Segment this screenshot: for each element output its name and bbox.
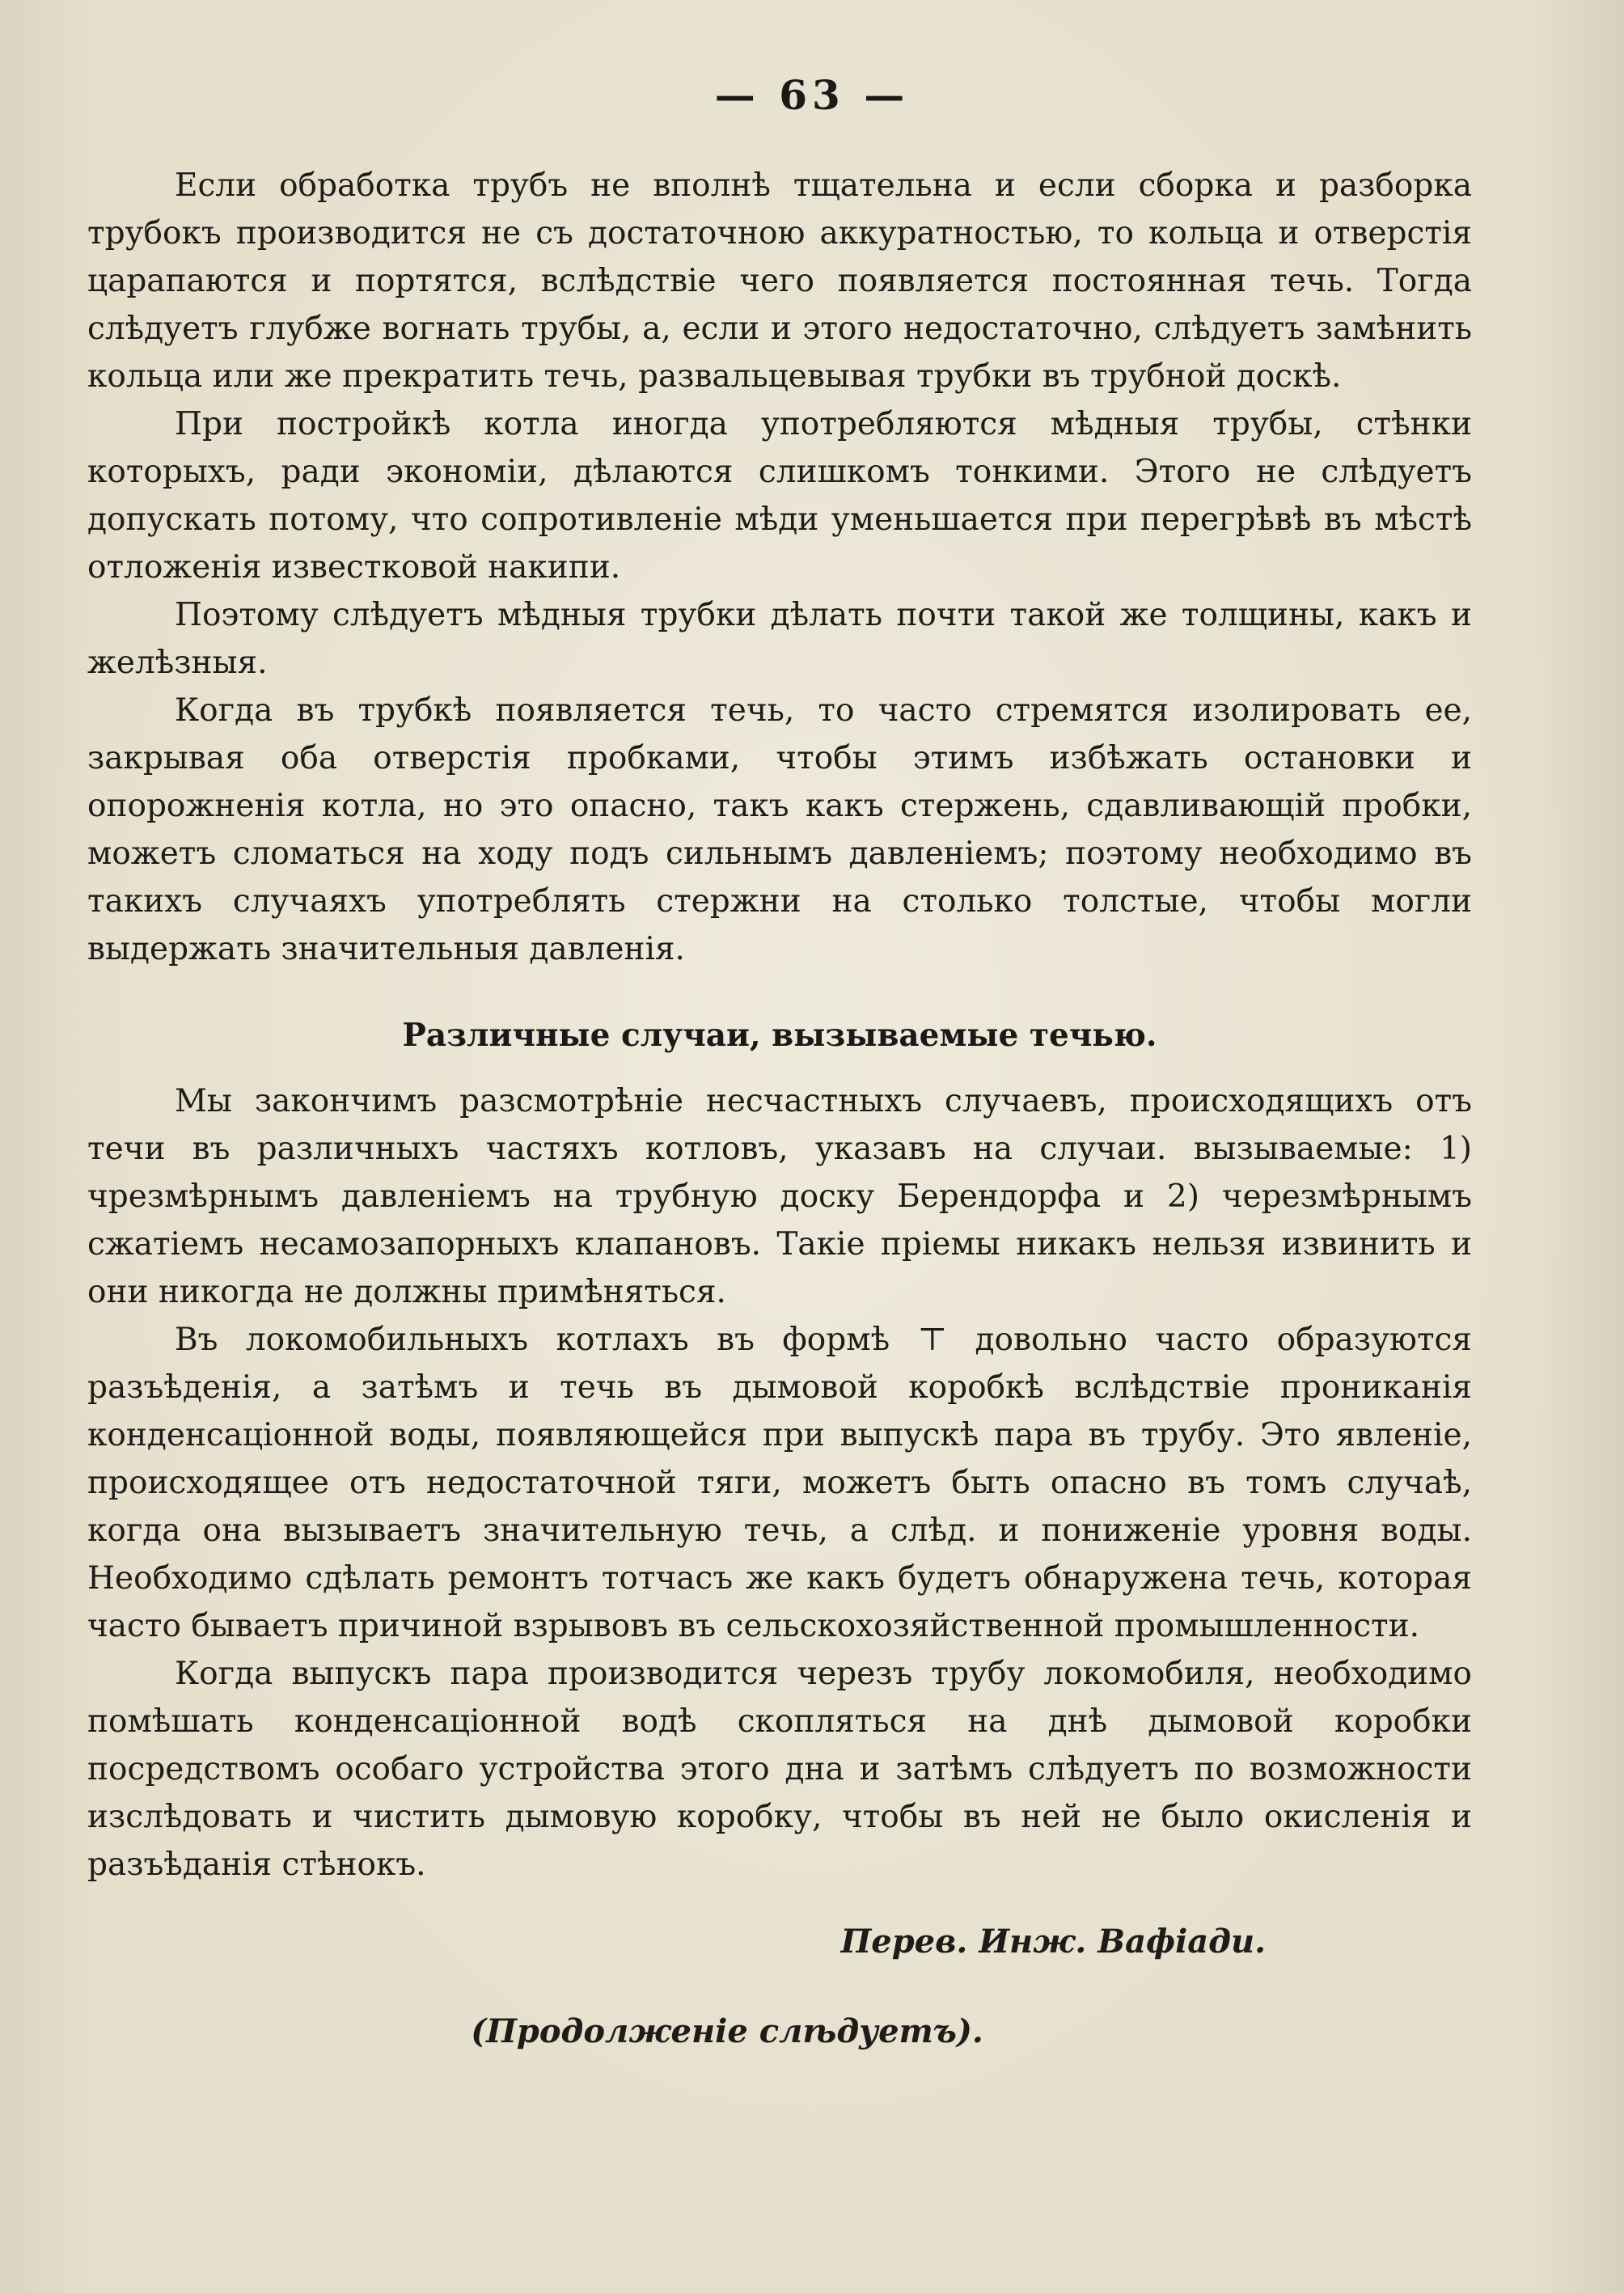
article-body — [87, 162, 1472, 2055]
paragraph-locomobile-boilers: Въ локомобильныхъ котлахъ въ формѣ ⊤ довольно часто образуются разъѣденія, а затѣмъ и течь въ дымовой коробкѣ вслѣдствіе прониканія конденсаціонной воды, появляющейся при выпускѣ пара въ трубу. Это явленіе, происходящее отъ недостаточной тяги, можетъ быть опасно въ томъ случаѣ, когда она вызываетъ значительную течь, а слѣд. и пониженіе уровня воды. Необходимо сдѣлать ремонтъ тотчасъ же какъ будетъ обнаружена течь, которая часто бываетъ причиной взрывовъ въ сельскохозяйственной промышленности. — [87, 1322, 1472, 1644]
paragraph-tube-processing: Если обработка трубъ не вполнѣ тщательна и если сборка и разборка трубокъ производится не съ достаточною аккуратностью, то кольца и отверстія царапаются и портятся, вслѣдствіе чего появляется постоянная течь. Тогда слѣдуетъ глубже вогнать трубы, а, если и этого недостаточно, слѣдуетъ замѣнить кольца или же прекратить течь, развальцевывая трубки въ трубной доскѣ. — [87, 167, 1472, 395]
translator-signature: Перев. Инж. Вафіади. — [840, 1923, 1266, 1961]
page-number: — 63 — — [714, 71, 910, 119]
paragraph-copper-tubes: При постройкѣ котла иногда употребляются мѣдныя трубы, стѣнки которыхъ, ради экономіи, дѣлаются слишкомъ тонкими. Этого не слѣдуетъ допускать потому, что сопротивленіе мѣди уменьшается при перегрѣвѣ въ мѣстѣ отложенія известковой накипи. — [87, 406, 1472, 586]
section-heading: Различные случаи, вызываемые течью. — [402, 1017, 1157, 1054]
paragraph-tube-thickness: Поэтому слѣдуетъ мѣдныя трубки дѣлать почти такой же толщины, какъ и желѣзныя. — [87, 597, 1472, 681]
paragraph-accidents: Мы закончимъ разсмотрѣніе несчастныхъ случаевъ, происходящихъ отъ течи въ различныхъ частяхъ котловъ, указавъ на случаи. вызываемые: 1) чрезмѣрнымъ давленіемъ на трубную доску Берендорфа и 2) черезмѣрнымъ сжатіемъ несамозапорныхъ клапановъ. Такіе пріемы никакъ нельзя извинить и они никогда не должны примѣняться. — [87, 1083, 1472, 1310]
to-be-continued: (Продолженіе слѣдуетъ). — [471, 2012, 983, 2050]
paragraph-steam-exhaust: Когда выпускъ пара производится черезъ трубу локомобиля, необходимо помѣшать конденсаціонной водѣ скопляться на днѣ дымовой коробки посредствомъ особаго устройства этого дна и затѣмъ слѣдуетъ по возможности изслѣдовать и чистить дымовую коробку, чтобы въ ней не было окисленія и разъѣданія стѣнокъ. — [87, 1656, 1472, 1883]
paragraph-isolating-leak: Когда въ трубкѣ появляется течь, то часто стремятся изолировать ее, закрывая оба отверстія пробками, чтобы этимъ избѣжать остановки и опорожненія котла, но это опасно, такъ какъ стержень, сдавливающій пробки, можетъ сломаться на ходу подъ сильнымъ давленіемъ; поэтому необходимо въ такихъ случаяхъ употреблять стержни на столько толстые, чтобы могли выдержать значительныя давленія. — [87, 692, 1472, 967]
